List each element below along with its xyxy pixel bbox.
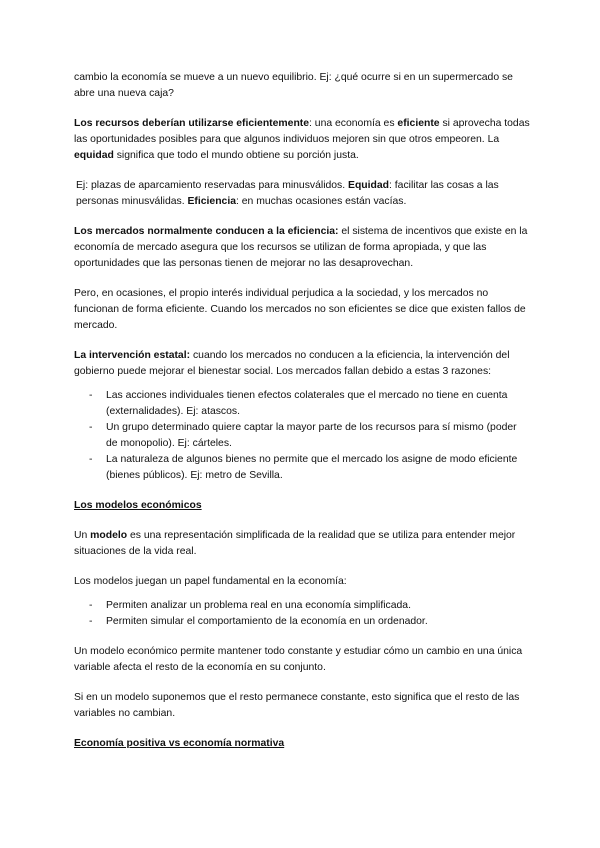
list-model-uses xyxy=(74,598,530,630)
paragraph-example-parking: Ej: plazas de aparcamiento reservadas para minusválidos. Equidad: facilitar las cosas a las personas minusválidas. Eficiencia: en muchas ocasiones están vacías. xyxy=(76,180,499,207)
bold-term: Eficiencia xyxy=(187,196,236,207)
bold-term: Equidad xyxy=(348,180,390,191)
section-heading-models: Los modelos económicos xyxy=(74,500,202,511)
paragraph-equilibrium: cambio la economía se mueve a un nuevo equilibrio. Ej: ¿qué ocurre si en un supermercado se abre una nueva caja? xyxy=(74,72,513,99)
dash-bullet: - xyxy=(89,422,93,433)
list-item: - Permiten simular el comportamiento de la economía en un ordenador. xyxy=(106,614,530,630)
bold-term: eficiente xyxy=(397,118,440,129)
paragraph-models-role: Los modelos juegan un papel fundamental en la economía: xyxy=(74,576,347,587)
bold-term: modelo xyxy=(90,530,128,541)
section-heading-positive-normative: Economía positiva vs economía normativa xyxy=(74,738,285,749)
paragraph-state-intervention: La intervención estatal: cuando los mercados no conducen a la eficiencia, la intervención del gobierno puede mejorar el bienestar social. Los mercados fallan debido a estas 3 razones: xyxy=(74,350,510,377)
paragraph-constant-variables: Si en un modelo suponemos que el resto permanece constante, esto significa que el resto de las variables no cambian. xyxy=(74,692,520,719)
dash-bullet: - xyxy=(89,616,93,627)
paragraph-model-definition: Un modelo es una representación simplificada de la realidad que se utiliza para entender mejor situaciones de la vida real. xyxy=(74,530,516,557)
bold-term: Los recursos deberían utilizarse eficientemente xyxy=(74,118,310,129)
list-item: - Las acciones individuales tienen efectos colaterales que el mercado no tiene en cuenta (externalidades). Ej: atascos. xyxy=(89,390,508,417)
list-failure-reasons xyxy=(74,388,530,484)
dash-bullet: - xyxy=(89,454,93,465)
dash-bullet: - xyxy=(89,390,93,401)
list-item: - La naturaleza de algunos bienes no permite que el mercado los asigne de modo eficiente (bienes públicos). Ej: metro de Sevilla. xyxy=(89,454,518,481)
paragraph-efficiency: Los recursos deberían utilizarse eficientemente: una economía es eficiente si aprovecha todas las oportunidades posibles para que algunos individuos mejoren sin que otros empeoren. La equidad significa que todo el mundo obtiene su porción justa. xyxy=(74,118,530,161)
paragraph-ceteris-paribus: Un modelo económico permite mantener todo constante y estudiar cómo un cambio en una única variable afecta el resto de la economía en su conjunto. xyxy=(74,646,523,673)
paragraph-markets-efficiency: Los mercados normalmente conducen a la eficiencia: el sistema de incentivos que existe en la economía de mercado asegura que los recursos se utilizan de forma apropiada, y que las oportunidades que las personas tienen de mejorar no las desaprovechan. xyxy=(74,226,528,269)
paragraph-market-failures: Pero, en ocasiones, el propio interés individual perjudica a la sociedad, y los mercados no funcionan de forma eficiente. Cuando los mercados no son eficientes se dice que existen fallos de mercado. xyxy=(74,288,526,331)
bold-term: Los mercados normalmente conducen a la eficiencia: xyxy=(74,226,339,237)
list-item: - Un grupo determinado quiere captar la mayor parte de los recursos para sí mismo (poder de monopolio). Ej: cárteles. xyxy=(89,422,517,449)
bold-term: equidad xyxy=(74,150,114,161)
list-item: - Permiten analizar un problema real en una economía simplificada. xyxy=(106,598,530,614)
dash-bullet: - xyxy=(89,600,93,611)
bold-term: La intervención estatal: xyxy=(74,350,191,361)
